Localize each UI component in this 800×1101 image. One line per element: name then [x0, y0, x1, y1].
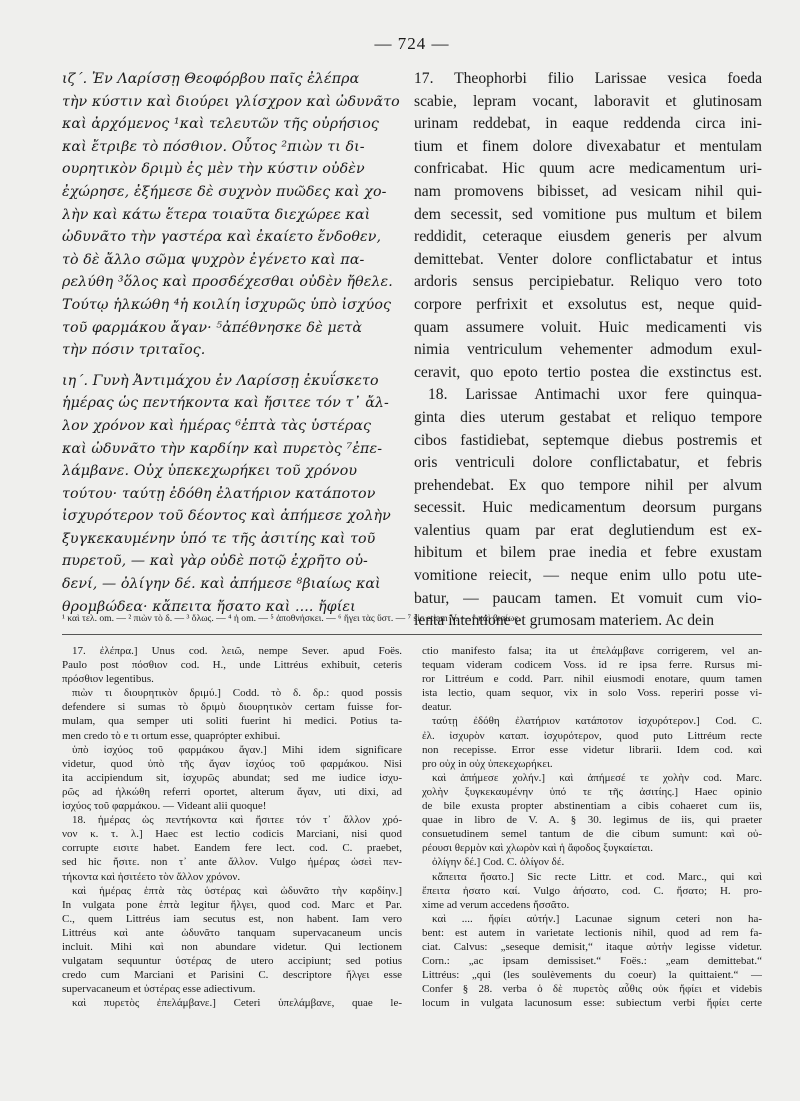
- latin-text-line: lenta intentione et grumosam materiem. Ac dein: [414, 612, 715, 630]
- critical-note-line: ἔπειτα ἠσατο καί. Vulgo ἀήσατο, cod. C. ἤσατο; H. pro-: [422, 884, 762, 897]
- critical-note-line: vulgatam sequuntur ὑστέρας de utero accipiunt; sed potius: [62, 955, 402, 968]
- latin-text-line: nimia ventriculum vehementer admodum exul-: [414, 341, 762, 359]
- page-number: — 724 —: [374, 34, 450, 53]
- critical-note-line: men credo τὸ e τι ortum esse, quaprópter exhibui.: [62, 729, 281, 742]
- critical-note-line: ciat. Calvus: „seseque demisit,“ itaque αὐτὴν legisse videtur.: [422, 940, 762, 953]
- critical-note-line: In vulgata pone ἑπτὰ legitur ἤλγει, quod cod. Marc et Par.: [62, 898, 402, 911]
- critical-note-line: ctio manifesto falsa; ita ut ἐπελάμβανε corrigerem, vel an-: [422, 645, 762, 657]
- critical-note-line: de bile exusta propter abstinentiam a cibis cohaeret cum iis,: [422, 800, 762, 813]
- greek-text-line: ουρητικὸν δριμὺ ἐς μὲν τὴν κύστιν οὐδὲν: [62, 161, 365, 178]
- latin-text-line: valentius quam par erat deglutiendum est ex-: [414, 521, 762, 539]
- greek-text-column: [62, 68, 400, 618]
- critical-note-line: ita accipiendum sit, ἰσχυρῶς abundat; sed me iudice ἰσχυ-: [62, 771, 402, 784]
- critical-note-line: πρόσθιον legentibus.: [62, 673, 154, 686]
- greek-text-line: καὶ ἀρχόμενος ¹καὶ τελευτῶν τῆς οὐρήσιος: [62, 116, 379, 133]
- divider: [62, 634, 762, 635]
- latin-text-line: hibitum et bilem prae inedia et febre exustam: [414, 544, 762, 562]
- critical-note-line: credo cum Marciani et Parisini C. descriptore ἤλγει esse: [62, 969, 402, 982]
- document-page: [62, 0, 762, 1101]
- footnotes: ¹ καὶ τελ. om. — ² πιὼν τὸ δ. — ³ ὅλως. — ⁴ ἡ om. — ⁵ ἀποθνήσκει. — ⁶ ἤγει τὰς ὕστ. — ⁷ sic etiam V. — ⁸ καὶ βιαίως.: [62, 613, 521, 624]
- critical-note-line: ταύτῃ ἐδόθη ἐλατήριον κατάποτον ἰσχυρότερον.] Cod. C.: [432, 715, 762, 728]
- critical-note-line: καὶ πυρετὸς ἐπελάμβανε.] Ceteri ὑπελάμβανε, quae le-: [72, 997, 402, 1010]
- latin-text-line: oris ventriculi dolore conflictabatur, et febris: [414, 454, 762, 472]
- latin-text-line: quam assumere voluit. Huic medicamenti vis: [414, 318, 762, 336]
- greek-text-line: ἡμέρας ὡς πεντήκοντα καὶ ἤσιτεε τόν τ᾽ ἄλ-: [62, 395, 389, 412]
- critical-note-line: Corn.: „ac ipsam demissiset.“ Foës.: „eam demittebat.“: [422, 955, 762, 968]
- latin-text-line: prehendebat. Ex quo tempore nihil per alvum: [414, 476, 762, 494]
- latin-text-line: batur, — paucam tamen. Et vomuit cum vio-: [414, 589, 762, 607]
- critical-note-line: C., quem Littréus iam secutus est, non habent. Iam vero: [62, 912, 402, 925]
- critical-note-line: χολὴν ξυγκεκαυμένην ὑπό τε τῆς ἀσιτίης.] Haec opinio: [422, 785, 762, 798]
- critical-note-line: supervacaneum et ὑστέρας esse adiectivum.: [62, 983, 256, 996]
- latin-text-line: tium et finem dolore divexabatur et mentulam: [414, 137, 762, 155]
- greek-text-line: ἰσχυρότερον τοῦ δέοντος καὶ ἀπήμεσε χολὴν: [62, 508, 391, 525]
- latin-text-line: reddidit, ceteraque eiusdem generis per alvum: [414, 228, 762, 246]
- critical-note-line: πιὼν τι διουρητικὸν δριμύ.] Codd. τὸ δ. δρ.: quod possis: [72, 687, 402, 700]
- critical-note-line: ρῶς ad ἡλκώθη referri oportet, alterum ἄγαν, uti dixi, ad: [62, 785, 402, 798]
- greek-text-line: ξυγκεκαυμένην ὑπό τε τῆς ἀσιτίης καὶ τοῦ: [62, 530, 376, 547]
- critical-note-line: ἐλ. ἰσχυρὸν καταπ. ἰσχυρότερον, quod puto Littréum recte: [422, 729, 762, 742]
- critical-note-line: locum in vulgata lacunosum esse: subiectum verbi ἤφίει certe: [422, 997, 762, 1010]
- critical-note-line: non recepisse. Error esse videtur librarii. Idem cod. καὶ: [422, 743, 762, 756]
- critical-note-line: ror Littréum e codd. Parr. nihil eiusmodi enotare, quum tamen: [422, 673, 762, 686]
- greek-text-line: τὴν πόσιν τριταῖος.: [62, 342, 206, 359]
- critical-note-line: quae in libro de V. A. § 30. legimus de iis, qui praeter: [422, 814, 762, 827]
- critical-note-line: xime ad verum accedens ἤσσᾶτο.: [422, 898, 570, 911]
- greek-text-line: τούτου· ταύτῃ ἐδόθη ἐλατήριον κατάποτον: [62, 485, 376, 502]
- greek-text-line: δενί, — ὀλίγην δέ. καὶ ἀπήμεσε ⁸βιαίως καὶ: [62, 576, 381, 593]
- critical-note-line: defendere si sumas τὸ δριμὺ διουρητικὸν certam fuisse for-: [62, 701, 402, 714]
- critical-note-line: Littréus καὶ ante ὠδυνᾶτο tanquam supervacaneum uncis: [62, 926, 402, 939]
- latin-text-line: urinam reddebat, in eaque reddenda circa ini-: [414, 115, 762, 133]
- latin-text-line: scabie, lepram vocant, laboravit et glutinosam: [414, 92, 762, 110]
- latin-text-line: nam promovens bibisset, ad vesicam nihil qui-: [414, 182, 762, 200]
- critical-note-line: Paulo post πόσθιον cod. H., unde Littréus exhibuit, ceteris: [62, 659, 402, 672]
- critical-note-line: sed hic ἤσιτε. non τ᾽ ante ἄλλον. Vulgo ἡμέρας ὡσεὶ πεν-: [62, 856, 402, 869]
- critical-note-line: καὶ ἀπήμεσε χολήν.] καὶ ἀπήμεσέ τε χολὴν cod. Marc.: [432, 771, 762, 784]
- critical-note-line: ὀλίγην δέ.] Cod. C. ὀλίγον δέ.: [432, 856, 565, 869]
- critical-note-line: κἄπειτα ἤσατο.] Sic recte Littr. et cod. Marc., qui καὶ: [432, 870, 762, 883]
- critical-note-line: videtur, quod ὑπὸ τῆς ἄγαν ἰσχύος τοῦ φαρμάκου. Nisi: [62, 757, 402, 770]
- critical-note-line: Littréus: „qui (les soulèvements du coeur) la quittaient.“ —: [422, 969, 762, 982]
- latin-text-line: ardoris sensus percipiebatur. Reliquo vero toto: [414, 273, 762, 291]
- greek-text-line: ἐχώρησε, ἐξήμεσε δὲ συχνὸν πυῶδες καὶ χο-: [62, 183, 387, 200]
- greek-text-line: λάμβανε. Οὐχ ὑπεκεχωρήκει τοῦ χρόνου: [62, 463, 358, 480]
- critical-note-line: ista lectio, quam sequor, vix in solo Voss. reperiri posse vi-: [422, 687, 762, 700]
- greek-text-line: καὶ ἔτριβε τὸ πόσθιον. Οὗτος ²πιὼν τι δι-: [62, 138, 365, 155]
- critical-note-line: corrupte εισιτε habet. Eandem fere lect. cod. C. praebet,: [62, 842, 402, 855]
- critical-notes-right: [422, 644, 762, 1010]
- greek-text-line: ιζ΄. Ἐν Λαρίσσῃ Θεοφόρβου παῖς ἐλέπρα: [62, 71, 360, 87]
- greek-text-line: λον χρόνον καὶ ἡμέρας ⁶ἑπτὰ τὰς ὑστέρας: [62, 417, 372, 434]
- critical-note-line: Confer § 28. verba ὁ δὲ πυρετὸς αὖθις οὐκ ἤφίει et videbis: [422, 983, 762, 996]
- latin-text-line: corpore perfrixit et exsolutus est, neque quid-: [414, 295, 762, 313]
- greek-text-line: ὠδυνᾶτο τὴν γαστέρα καὶ ἐκαίετο ἔνδοθεν,: [62, 229, 382, 246]
- critical-note-line: ρέουσι θερμὸν καὶ χλωρὸν καὶ ἡ ἄφοδος ξυγκαίεται.: [422, 842, 653, 855]
- critical-note-line: καὶ ἡμέρας ἑπτὰ τὰς ὑστέρας καὶ ὠδυνᾶτο τὴν καρδίην.]: [72, 884, 402, 897]
- latin-text-line: 18. Larissae Antimachi uxor fere quinqua-: [428, 386, 762, 404]
- latin-text-line: dem secessit, sed vomitione pus multum et bilem: [414, 205, 762, 223]
- greek-text-line: τοῦ φαρμάκου ἄγαν· ⁵ἀπέθνησκε δὲ μετὰ: [62, 319, 363, 336]
- critical-note-line: pro οὐχ in οὐχ ὑπεκεχωρήκει.: [422, 757, 553, 770]
- critical-note-line: bent: est autem in varietate lectionis nihil, quod ad rem fa-: [422, 926, 762, 939]
- critical-note-line: ἰσχύος τοῦ φαρμάκου. — Videant alii quoque!: [62, 800, 267, 813]
- greek-text-line: καὶ ὠδυνᾶτο τὴν καρδίην καὶ πυρετὸς ⁷ἐπε-: [62, 440, 383, 457]
- critical-note-line: mulam, qua semper uti soliti fuerint hi medici. Potius ta-: [62, 715, 402, 728]
- latin-text-line: 17. Theophorbi filio Larissae vesica foeda: [414, 70, 762, 87]
- critical-notes-left: [62, 644, 402, 1010]
- latin-translation-column: [414, 68, 762, 633]
- greek-text-line: ιη΄. Γυνὴ Ἀντιμάχου ἐν Λαρίσσῃ ἐκυΐσκετο: [62, 372, 379, 389]
- greek-text-line: θρομβώδεα· κἄπειτα ἤσατο καὶ .... ἤφίει: [62, 598, 356, 615]
- critical-note-line: ὑπὸ ἰσχύος τοῦ φαρμάκου ἄγαν.] Mihi idem significare: [72, 743, 402, 756]
- latin-text-line: confricabat. Hic quum acre medicamentum uri-: [414, 160, 762, 178]
- greek-text-line: πυρετοῦ, — καὶ γὰρ οὐδὲ ποτῷ ἐχρῆτο οὐ-: [62, 553, 368, 570]
- latin-text-line: ginta dies uterum gestabat et reliquo tempore: [414, 408, 762, 426]
- critical-note-line: consuetudinem semel tantum de die cibum sumunt: καὶ οὐ-: [422, 828, 762, 841]
- latin-text-line: vomitione reiecit, — neque enim ullo potu ute-: [414, 567, 762, 585]
- critical-note-line: incluit. Mihi καὶ non abundare videtur. Qui lectionem: [62, 940, 402, 953]
- critical-note-line: 17. ἐλέπρα.] Unus cod. λειῶ, nempe Sever. apud Foës.: [72, 645, 402, 657]
- greek-text-line: τὴν κύστιν καὶ διούρει γλίσχρον καὶ ὠδυνᾶτο: [62, 93, 400, 110]
- critical-note-line: νον κ. τ. λ.] Haec est lectio codicis Marciani, nisi quod: [62, 828, 402, 841]
- latin-text-line: ceravit, quo epoto tertio postea die exstinctus est.: [414, 363, 762, 381]
- critical-note-line: 18. ἡμέρας ὡς πεντήκοντα καὶ ἤσιτεε τόν τ᾽ ἄλλον χρό-: [72, 814, 402, 827]
- greek-text-line: Τούτῳ ἡλκώθη ⁴ἡ κοιλίη ἰσχυρῶς ὑπὸ ἰσχύος: [62, 296, 392, 313]
- latin-text-line: secessit. Huic medicamentum deorsum purgans: [414, 499, 762, 517]
- critical-note-line: καὶ .... ἤφίει αὐτήν.] Lacunae signum ceteri non ha-: [432, 912, 762, 925]
- critical-note-line: τήκοντα καὶ ἠσιτέετο τὸν ἄλλον χρόνον.: [62, 870, 241, 883]
- critical-note-line: deatur.: [422, 701, 452, 714]
- critical-note-line: tequam videram codicem Voss. id re ipsa ferre. Rursus mi-: [422, 659, 762, 672]
- greek-text-line: λὴν καὶ κάτω ἕτερα τοιαῦτα διεχώρεε καὶ: [62, 206, 371, 223]
- latin-text-line: cibos fastidiebat, septemque diebus postremis et: [414, 431, 762, 449]
- greek-text-line: τὸ δὲ ἄλλο σῶμα ψυχρὸν ἐγένετο καὶ πα-: [62, 251, 365, 268]
- latin-text-line: demittebat. Venter dolore conflictabatur et intus: [414, 250, 762, 268]
- greek-text-line: ρελύθη ³ὅλος καὶ προσδέχεσθαι οὐδὲν ἤθελε.: [62, 274, 393, 291]
